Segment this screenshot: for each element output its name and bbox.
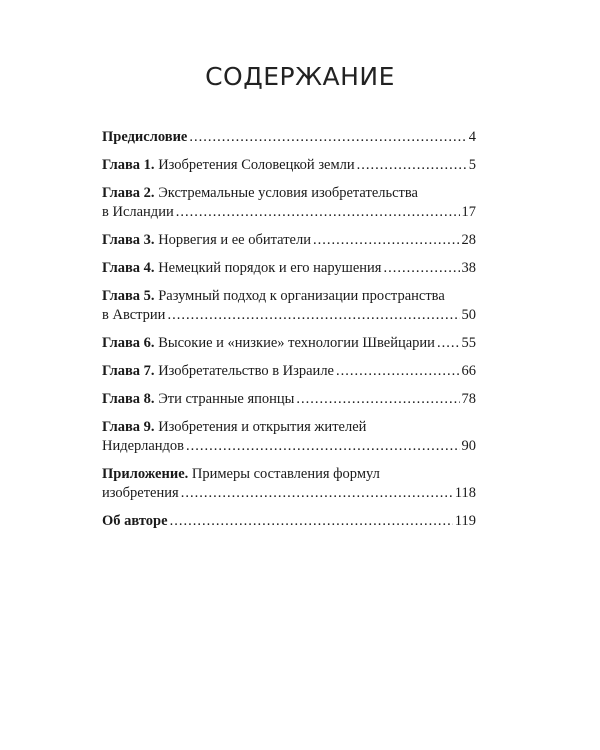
toc-entry-head: Глава 1. — [102, 157, 155, 173]
leader-dots — [176, 203, 460, 222]
toc-entry-title: Эти странные японцы — [154, 391, 295, 407]
toc-entry-label — [102, 128, 187, 147]
toc-page-number: 5 — [468, 157, 476, 173]
toc-entry-about-author[interactable] — [102, 512, 476, 531]
toc-page-number: 17 — [461, 204, 476, 220]
toc-entry-continuation: в Исландии — [102, 204, 174, 220]
toc-entry-head: Приложение. — [102, 466, 189, 482]
toc-entry-continuation: Нидерландов — [102, 438, 185, 454]
toc-entry-label — [102, 184, 418, 203]
page-title: СОДЕРЖАНИЕ — [205, 62, 395, 91]
leader-dots — [181, 484, 453, 503]
toc-entry-head: Глава 8. — [102, 391, 155, 407]
leader-dots — [189, 128, 466, 147]
toc-entry-chapter-6[interactable] — [102, 334, 476, 353]
toc-entry-label — [102, 287, 445, 306]
toc-entry-label — [102, 418, 366, 437]
toc-entry-head: Предисловие — [102, 129, 188, 145]
toc-entry-chapter-3[interactable] — [102, 231, 476, 250]
toc-page-number: 50 — [461, 307, 476, 323]
toc-entry-label — [102, 259, 381, 278]
toc-entry-chapter-9[interactable] — [102, 418, 476, 456]
toc-entry-title: Изобретения и открытия жителей — [154, 419, 367, 435]
table-of-contents — [102, 128, 476, 540]
toc-entry-label — [102, 231, 311, 250]
toc-entry-title: Разумный подход к организации пространства — [154, 288, 445, 304]
toc-entry-continuation: в Австрии — [102, 307, 166, 323]
toc-entry-label — [102, 465, 380, 484]
toc-page-number: 28 — [461, 232, 476, 248]
toc-entry-head: Глава 4. — [102, 260, 155, 276]
toc-entry-label — [102, 334, 435, 353]
toc-entry-title: Изобретения Соловецкой земли — [154, 157, 355, 173]
toc-entry-title: Изобретательство в Израиле — [154, 363, 334, 379]
leader-dots — [383, 259, 459, 278]
toc-entry-title: Примеры составления формул — [188, 466, 380, 482]
leader-dots — [170, 512, 453, 531]
toc-entry-label — [102, 512, 168, 531]
toc-entry-chapter-5[interactable] — [102, 287, 476, 325]
toc-entry-chapter-4[interactable] — [102, 259, 476, 278]
toc-entry-label — [102, 362, 334, 381]
toc-entry-head: Глава 3. — [102, 232, 155, 248]
toc-entry-head: Об авторе — [102, 513, 168, 529]
toc-entry-title: Немецкий порядок и его нарушения — [154, 260, 382, 276]
toc-page-number: 66 — [461, 363, 476, 379]
leader-dots — [296, 390, 459, 409]
leader-dots — [313, 231, 460, 250]
toc-page-number: 78 — [461, 391, 476, 407]
toc-page-number: 90 — [461, 438, 476, 454]
toc-page-number: 55 — [461, 335, 476, 351]
leader-dots — [437, 334, 460, 353]
leader-dots — [167, 306, 459, 325]
toc-entry-title: Высокие и «низкие» технологии Швейцарии — [154, 335, 435, 351]
toc-entry-head: Глава 2. — [102, 185, 155, 201]
toc-entry-continuation: изобретения — [102, 485, 179, 501]
leader-dots — [186, 437, 459, 456]
toc-entry-appendix[interactable] — [102, 465, 476, 503]
toc-page-number: 118 — [454, 485, 476, 501]
toc-entry-chapter-1[interactable] — [102, 156, 476, 175]
toc-entry-preface[interactable] — [102, 128, 476, 147]
toc-entry-label — [102, 156, 355, 175]
leader-dots — [357, 156, 467, 175]
toc-page-number: 119 — [454, 513, 476, 529]
toc-entry-chapter-2[interactable] — [102, 184, 476, 222]
toc-entry-chapter-7[interactable] — [102, 362, 476, 381]
toc-entry-title: Экстремальные условия изобретательства — [154, 185, 418, 201]
toc-page-number: 4 — [468, 129, 476, 145]
leader-dots — [336, 362, 460, 381]
toc-entry-head: Глава 9. — [102, 419, 155, 435]
toc-entry-label — [102, 390, 294, 409]
toc-entry-head: Глава 7. — [102, 363, 155, 379]
toc-page-number: 38 — [461, 260, 476, 276]
toc-entry-head: Глава 6. — [102, 335, 155, 351]
toc-entry-title: Норвегия и ее обитатели — [154, 232, 311, 248]
toc-entry-chapter-8[interactable] — [102, 390, 476, 409]
toc-entry-head: Глава 5. — [102, 288, 155, 304]
